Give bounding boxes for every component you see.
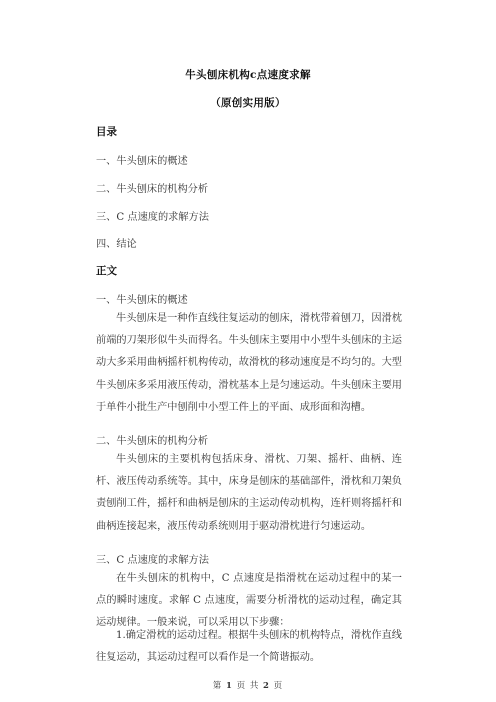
toc-item: 一、牛头刨床的概述	[96, 156, 188, 167]
step-paragraph: 1.确定滑枕的运动过程。根据牛头刨床的机构特点，滑枕作直线往复运动，其运动过程可以看作是一个简谐振动。	[96, 630, 402, 664]
footer-current-page: 1	[226, 681, 233, 691]
footer-middle: 页 共	[236, 681, 260, 691]
footer-suffix: 页	[273, 681, 284, 691]
document-subtitle: （原创实用版）	[210, 97, 286, 109]
toc-item: 二、牛头刨床的机构分析	[96, 184, 209, 195]
section-paragraph: 在牛头刨床的机构中，C 点速度是指滑枕在运动过程中的某一点的瞬时速度。求解 C 点速度，需要分析滑枕的运动过程，确定其运动规律。一般来说，可以采用以下步骤：	[96, 573, 402, 629]
section-heading: 一、牛头刨床的概述	[96, 295, 188, 306]
section-paragraph: 牛头刨床的主要机构包括床身、滑枕、刀架、摇杆、曲柄、连杆、液压传动系统等。其中，床身是刨床的基础部件，滑枕和刀架负责刨削工件，摇杆和曲柄是刨床的主运动传动机构，连杆则将摇杆和曲柄连接起来，液压传动系统则用于驱动滑枕进行匀速运动。	[96, 454, 402, 532]
toc-heading: 目录	[96, 126, 117, 138]
section-heading: 三、C 点速度的求解方法	[96, 555, 209, 566]
footer-prefix: 第	[212, 681, 223, 691]
document-title: 牛头刨床机构c点速度求解	[185, 69, 311, 81]
section-paragraph: 牛头刨床是一种作直线往复运动的刨床，滑枕带着刨刀，因滑枕前端的刀架形似牛头而得名。牛头刨床主要用中小型牛头刨床的主运动大多采用曲柄摇杆机构传动，故滑枕的移动速度是不均匀的。大型牛头刨床多采用液压传动，滑枕基本上是匀速运动。牛头刨床主要用于单件小批生产中刨削中小型工件上的平面、成形面和沟槽。	[96, 313, 402, 413]
toc-item: 三、C 点速度的求解方法	[96, 212, 209, 223]
toc-item: 四、结论	[96, 239, 137, 250]
page-footer	[0, 679, 496, 691]
section-heading: 二、牛头刨床的机构分析	[96, 436, 209, 447]
body-heading: 正文	[96, 265, 117, 277]
footer-total-pages: 2	[263, 681, 270, 691]
